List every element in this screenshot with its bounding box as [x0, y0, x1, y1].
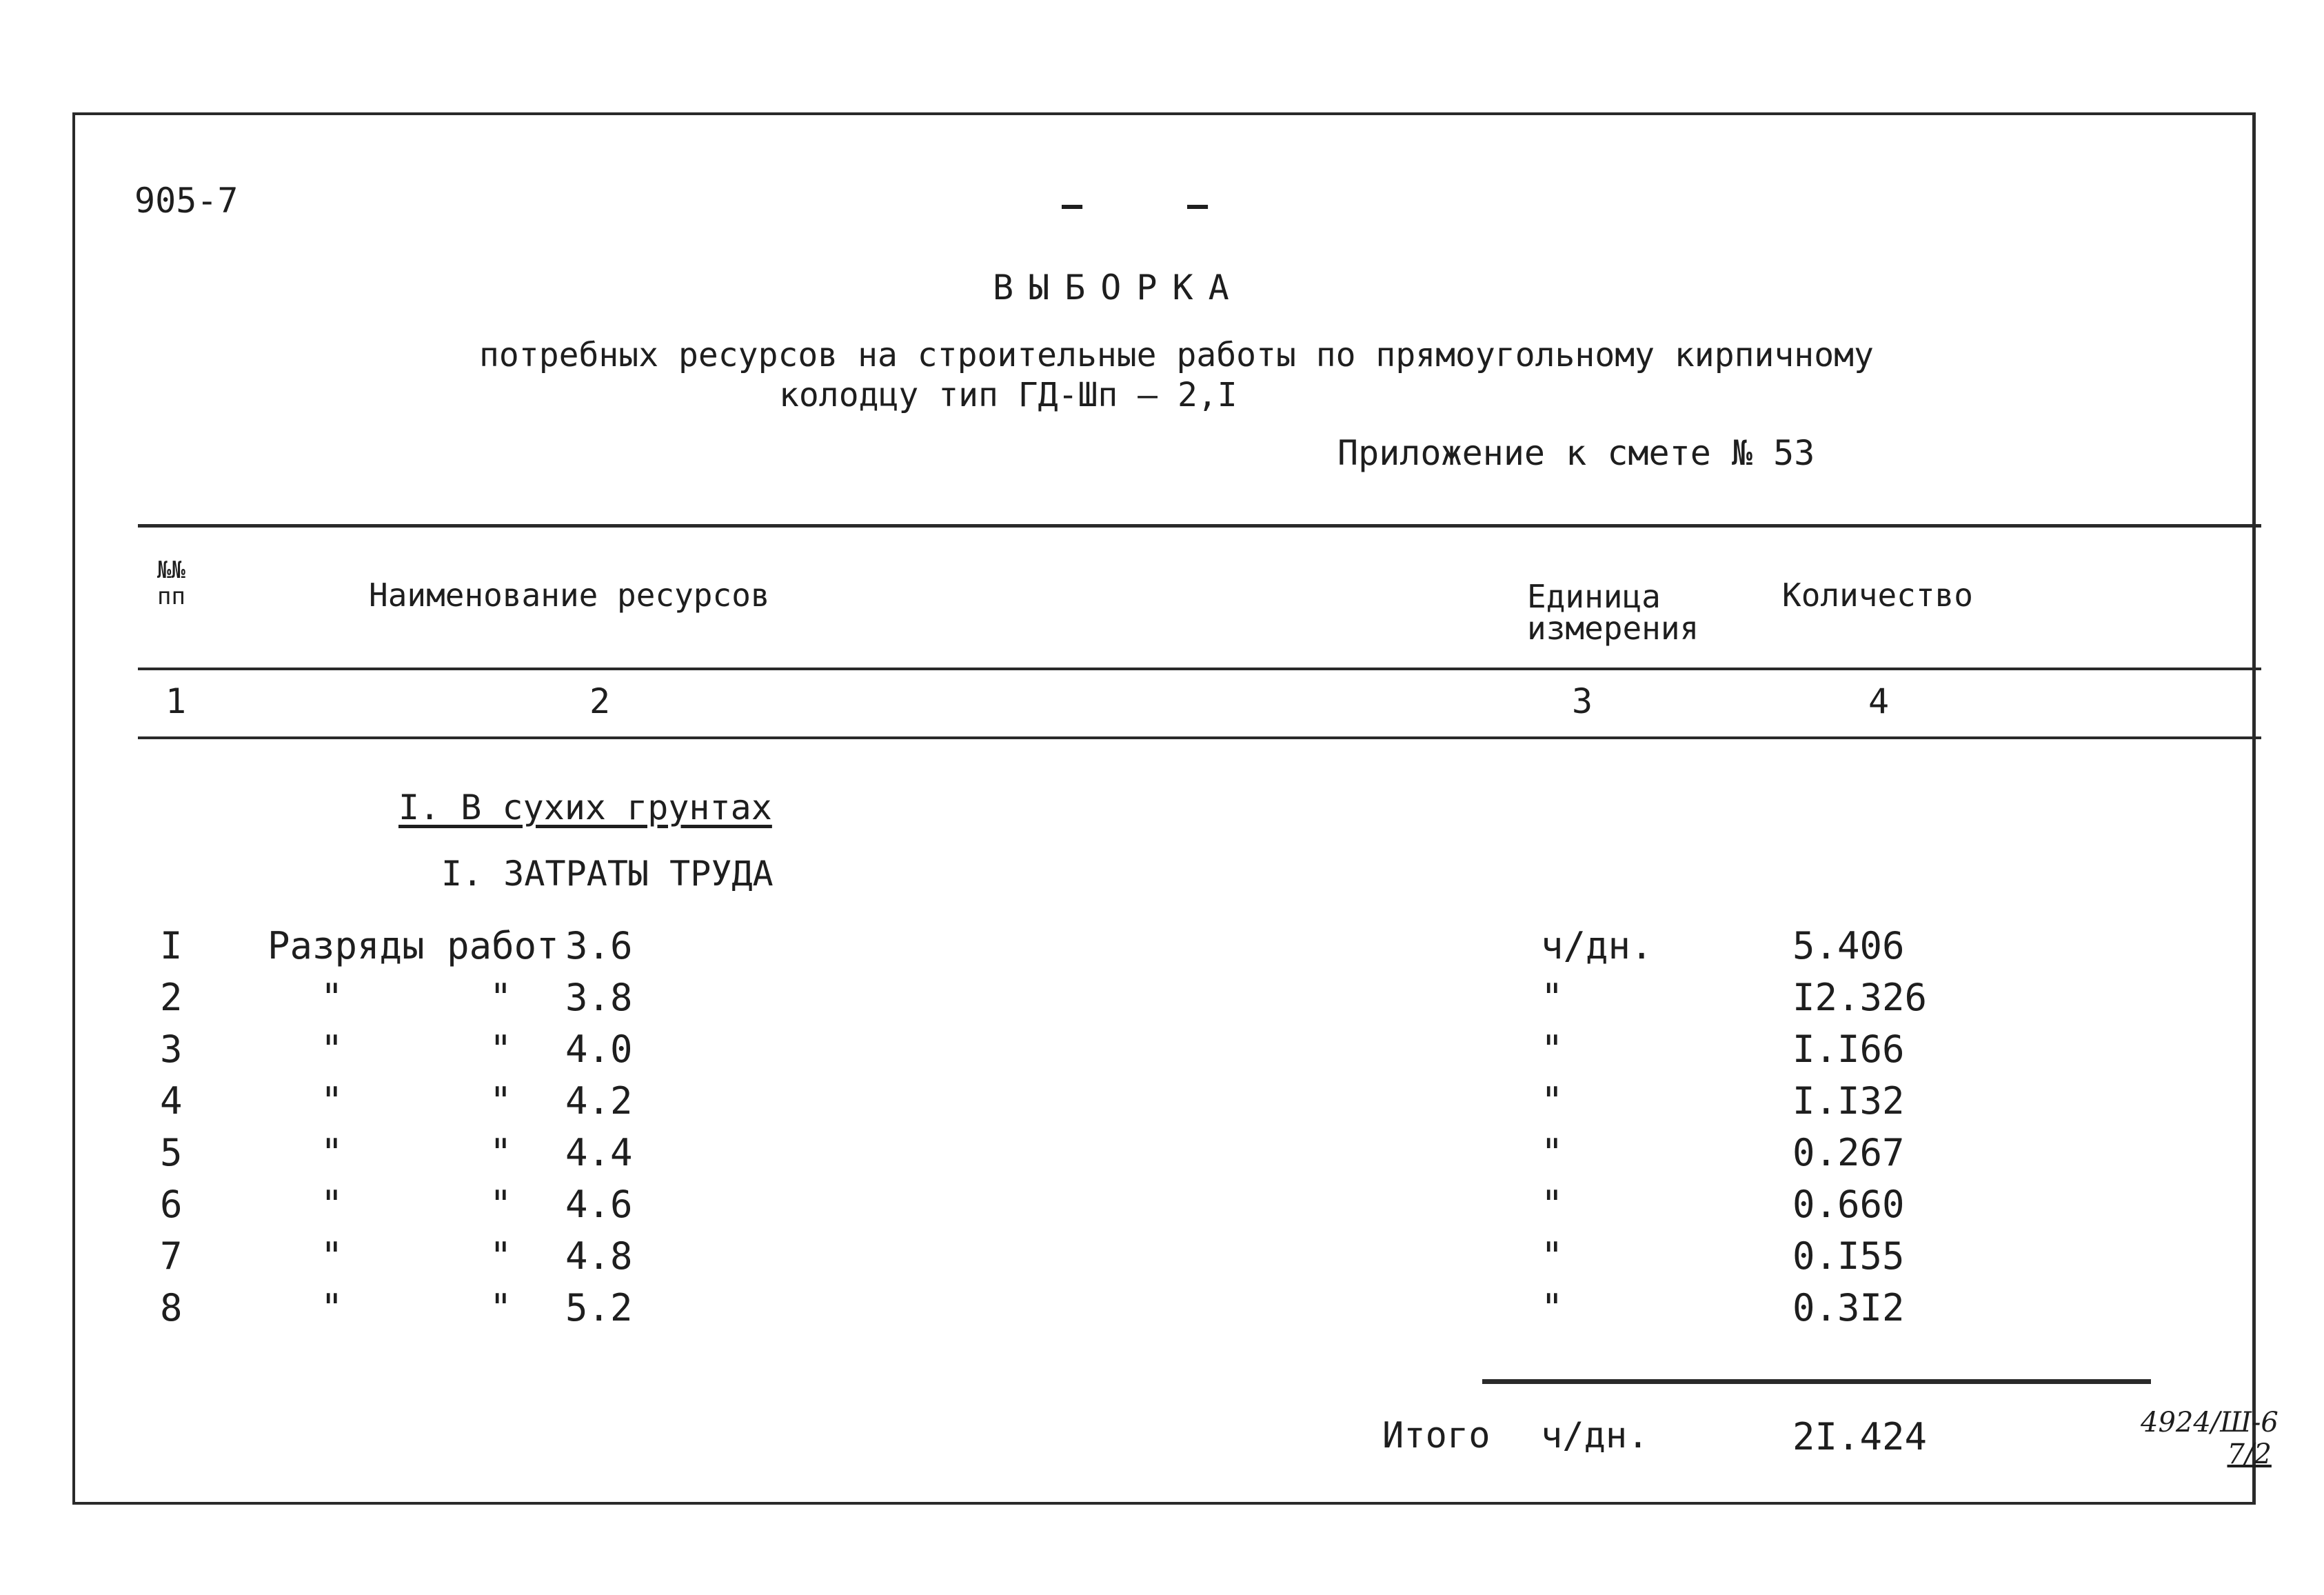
document-title: ВЫБОРКА	[993, 268, 1244, 308]
row-ditto-2: "	[489, 1079, 512, 1123]
column-numbers-rule	[138, 736, 2261, 739]
row-num: 5	[160, 1131, 183, 1174]
header-unit-line1: Единица	[1527, 578, 1661, 615]
table-row	[0, 1131, 2324, 1183]
header-num	[157, 557, 205, 610]
stamp-line1: 4924/Ш-6	[2141, 1407, 2278, 1438]
row-qty: 0.267	[1792, 1131, 1905, 1174]
column-number-2: 2	[589, 681, 611, 721]
table-row	[0, 1027, 2324, 1079]
row-unit: "	[1541, 1079, 1564, 1123]
header-num-text: №№ пп	[157, 556, 185, 610]
header-name: Наименование ресурсов	[369, 576, 770, 614]
appendix-reference: Приложение к смете № 53	[1337, 433, 1815, 473]
row-ditto-1: "	[321, 1286, 343, 1330]
row-grade: 4.0	[565, 1027, 633, 1071]
stamp-line2: 7/2	[2227, 1438, 2272, 1470]
row-unit: "	[1541, 976, 1564, 1019]
section-title-text: I. В сухих грунтах	[398, 788, 772, 827]
row-num: 3	[160, 1027, 183, 1071]
row-num: 4	[160, 1079, 183, 1123]
table-row	[0, 976, 2324, 1027]
total-unit: ч/дн.	[1541, 1415, 1649, 1456]
row-name: Разряды работ	[267, 924, 559, 967]
row-qty: 0.I55	[1792, 1234, 1905, 1278]
row-ditto-1: "	[321, 1131, 343, 1174]
page-dash-left: –	[1062, 185, 1083, 225]
total-value: 2I.424	[1792, 1415, 1928, 1458]
row-ditto-1: "	[321, 1027, 343, 1071]
row-ditto-2: "	[489, 1131, 512, 1174]
row-qty: 0.3I2	[1792, 1286, 1905, 1330]
row-grade: 4.6	[565, 1183, 633, 1226]
row-unit: ч/дн.	[1541, 924, 1653, 967]
row-qty: 5.406	[1792, 924, 1905, 967]
row-grade: 4.4	[565, 1131, 633, 1174]
header-bottom-rule	[138, 668, 2261, 670]
section-title	[398, 788, 772, 827]
row-grade: 4.2	[565, 1079, 633, 1123]
column-number-4: 4	[1868, 681, 1890, 721]
row-unit: "	[1541, 1027, 1564, 1071]
row-num: 6	[160, 1183, 183, 1226]
row-num: I	[160, 924, 183, 967]
header-qty: Количество	[1782, 576, 1973, 614]
column-number-1: 1	[165, 681, 187, 721]
row-ditto-2: "	[489, 1234, 512, 1278]
table-row	[0, 1183, 2324, 1234]
row-unit: "	[1541, 1286, 1564, 1330]
row-grade: 5.2	[565, 1286, 633, 1330]
table-row	[0, 1286, 2324, 1338]
row-num: 7	[160, 1234, 183, 1278]
row-unit: "	[1541, 1131, 1564, 1174]
row-qty: I2.326	[1792, 976, 1928, 1019]
document-code: 905-7	[134, 181, 239, 221]
header-unit-line2: измерения	[1527, 610, 1699, 647]
row-grade: 3.6	[565, 924, 633, 967]
archive-stamp	[2141, 1407, 2278, 1470]
row-unit: "	[1541, 1234, 1564, 1278]
row-qty: I.I66	[1792, 1027, 1905, 1071]
document-subtitle-line1: потребных ресурсов на строительные работы по прямоугольному кирпичному	[479, 336, 1874, 374]
table-row	[0, 924, 2324, 976]
column-number-3: 3	[1572, 681, 1593, 721]
row-ditto-2: "	[489, 1286, 512, 1330]
row-unit: "	[1541, 1183, 1564, 1226]
document-subtitle-line2: колодцу тип ГД-Шп – 2,I	[779, 376, 1237, 414]
page-dash-right: –	[1187, 185, 1209, 225]
header-unit	[1527, 578, 1699, 647]
row-qty: 0.660	[1792, 1183, 1905, 1226]
table-row	[0, 1234, 2324, 1286]
row-ditto-1: "	[321, 976, 343, 1019]
table-row	[0, 1079, 2324, 1131]
row-ditto-1: "	[321, 1183, 343, 1226]
row-qty: I.I32	[1792, 1079, 1905, 1123]
row-grade: 3.8	[565, 976, 633, 1019]
subsection-title: I. ЗАТРАТЫ ТРУДА	[441, 854, 774, 894]
row-ditto-1: "	[321, 1234, 343, 1278]
total-label: Итого	[1382, 1415, 1491, 1456]
row-ditto-2: "	[489, 1027, 512, 1071]
row-num: 8	[160, 1286, 183, 1330]
total-rule	[1482, 1379, 2151, 1384]
row-ditto-2: "	[489, 1183, 512, 1226]
row-ditto-1: "	[321, 1079, 343, 1123]
row-ditto-2: "	[489, 976, 512, 1019]
row-grade: 4.8	[565, 1234, 633, 1278]
table-top-rule	[138, 524, 2261, 528]
row-num: 2	[160, 976, 183, 1019]
